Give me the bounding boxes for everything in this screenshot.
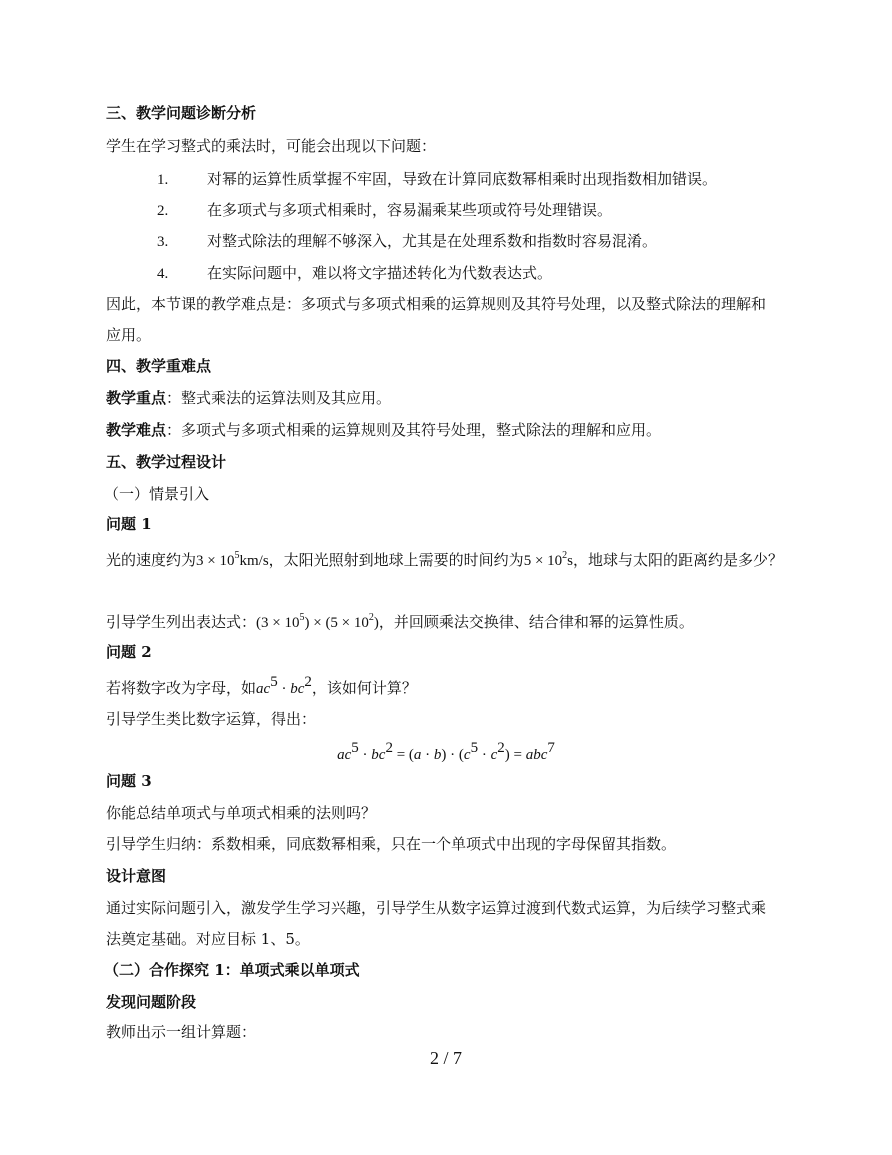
guide-2-text: 引导学生类比数字运算，得出：: [106, 710, 317, 728]
difficulty-line: [106, 420, 661, 440]
difficulty-text: ：多项式与多项式相乘的运算规则及其符号处理，整式除法的理解和应用。: [166, 421, 662, 439]
discover-stage-label: 发现问题阶段: [106, 993, 197, 1011]
question-3-text: 你能总结单项式与单项式相乘的法则吗？: [106, 804, 377, 822]
section3-conclusion-line1: 因此，本节课的教学难点是：多项式与多项式相乘的运算规则及其符号处理，以及整式除法的理解和: [106, 295, 767, 313]
subsection-1-title: （一）情景引入: [104, 485, 210, 503]
light-speed-value: $3 \times 10^5km/s$: [196, 550, 269, 569]
list-item-text: 对整式除法的理解不够深入，尤其是在处理系数和指数时容易混淆。: [207, 232, 658, 250]
list-item: [157, 200, 612, 221]
design-intent-label: 设计意图: [106, 867, 167, 885]
list-item-text: 在多项式与多项式相乘时，容易漏乘某些项或符号处理错误。: [207, 201, 613, 219]
subsection-2-title: （二）合作探究 1：单项式乘以单项式: [104, 961, 360, 979]
list-item-number: 1.: [157, 172, 169, 188]
key-point-text: ：整式乘法的运算法则及其应用。: [166, 389, 392, 407]
question-3-label: 问题 3: [106, 772, 152, 790]
key-point-label: 教学重点: [106, 389, 167, 407]
guide-3-text: 引导学生归纳：系数相乘，同底数幂相乘，只在一个单项式中出现的字母保留其指数。: [106, 835, 677, 853]
list-item: [157, 169, 717, 190]
question-1-text: 光的速度约为$3 \times 10^5km/s$，太阳光照射到地球上需要的时间约为$5 \times 10^2s$，地球与太阳的距离约是多少？: [106, 550, 784, 569]
design-intent-line1: 通过实际问题引入，激发学生学习兴趣，引导学生从数字运算过渡到代数式运算，为后续学习整式乘: [106, 899, 767, 917]
guide-1-expression: $(3 \times 10^5) \times (5 \times 10^2)$: [256, 612, 379, 631]
section5-heading: 五、教学过程设计: [106, 453, 227, 471]
list-item-number: 3.: [157, 234, 169, 250]
section4-heading: 四、教学重难点: [106, 357, 212, 375]
question-2-label: 问题 2: [106, 643, 152, 661]
formula-display: $ac^5 \cdot bc^2 = (a \cdot b) \cdot (c^5 \cdot c^2) = abc^7$: [337, 740, 555, 763]
section3-heading: 三、教学问题诊断分析: [106, 104, 257, 122]
question-1-label: 问题 1: [106, 515, 152, 533]
list-item-number: 4.: [157, 266, 169, 282]
section3-conclusion-line2: 应用。: [106, 326, 152, 344]
question-2-expression: $ac^5 \cdot bc^2$: [256, 674, 312, 697]
list-item-number: 2.: [157, 203, 169, 219]
question-2-text: 若将数字改为字母，如$ac^5 \cdot bc^2$，该如何计算？: [106, 674, 417, 697]
guide-1-text: 引导学生列出表达式：$(3 \times 10^5) \times (5 \times 10^2)$，并回顾乘法交换律、结合律和幂的运算性质。: [106, 612, 694, 631]
teacher-text: 教师出示一组计算题：: [106, 1023, 257, 1041]
page-number: 2 / 7: [429, 1048, 462, 1068]
list-item-text: 在实际问题中，难以将文字描述转化为代数表达式。: [207, 264, 553, 282]
difficulty-label: 教学难点: [106, 421, 167, 439]
key-point-line: [106, 388, 391, 408]
section3-intro: 学生在学习整式的乘法时，可能会出现以下问题：: [106, 137, 437, 155]
list-item: [157, 231, 657, 252]
list-item: [157, 263, 552, 284]
list-item-text: 对幂的运算性质掌握不牢固，导致在计算同底数幂相乘时出现指数相加错误。: [207, 170, 718, 188]
design-intent-line2: 法奠定基础。对应目标 1、5。: [106, 930, 310, 948]
travel-time-value: $5 \times 10^2s$: [523, 550, 573, 569]
